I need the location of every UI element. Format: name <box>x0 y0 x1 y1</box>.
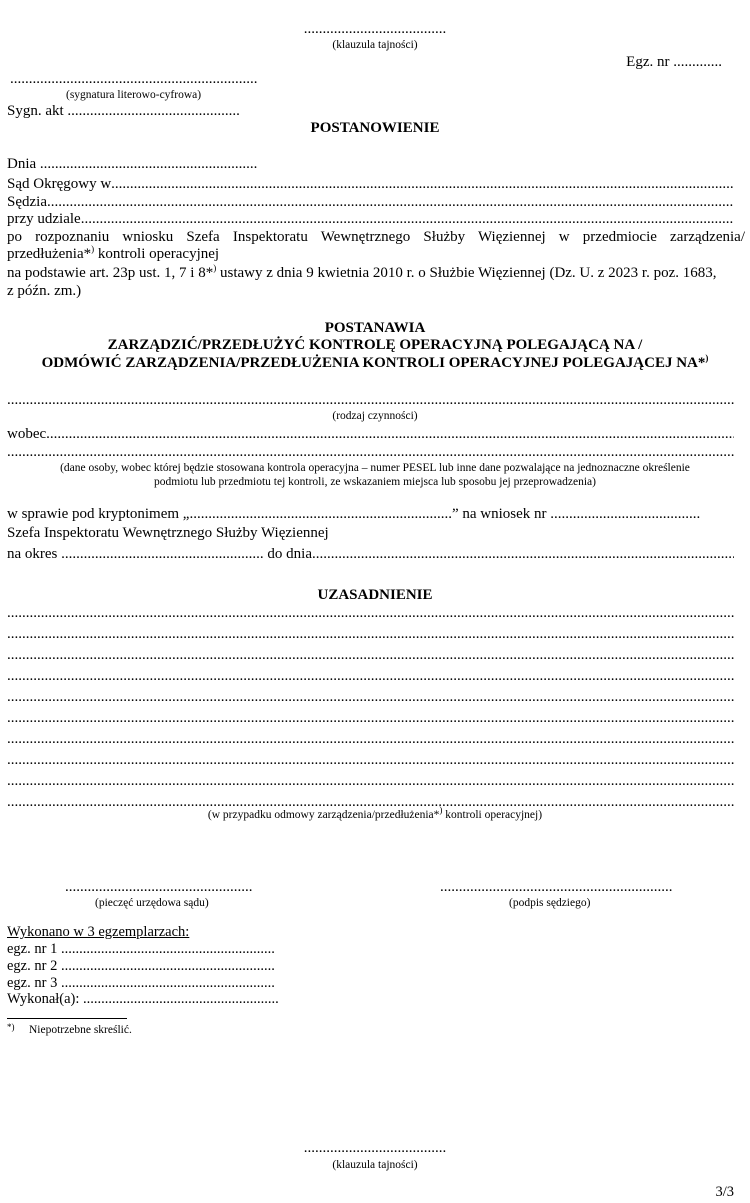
against-field <box>7 425 734 443</box>
court-label: Sąd Okręgowy w <box>7 176 112 192</box>
motion-line-2-b: kontroli operacyjnej <box>94 246 220 262</box>
decision-heading: POSTANAWIA <box>324 320 426 336</box>
requester-line: Szefa Inspektoratu Wewnętrznego Służby Więziennej <box>7 525 329 541</box>
judge-label: Sędzia <box>7 194 47 210</box>
footnote-marker: *) <box>7 1022 15 1032</box>
motion-line-1: po rozpoznaniu wniosku Szefa Inspektoratu Wewnętrznego Służby Więziennej w przedmiocie zarządzenia/ <box>7 229 745 245</box>
judge-signature-dots: .............................................................. <box>440 879 673 895</box>
codename-line: w sprawie pod kryptonimem „......................................................................” na wniosek nr ........................................ <box>7 506 701 522</box>
classification-dots-bottom: ...................................... <box>303 1140 447 1156</box>
justification-caption-b: kontroli operacyjnej) <box>442 809 543 821</box>
copy-item-2: egz. nr 2 ........................................................... <box>7 958 275 974</box>
person-caption-line-1: (dane osoby, wobec której będzie stosowana kontrola operacyjna – numer PESEL lub inne dane pozwalające na jednoznaczne określenie <box>60 462 690 474</box>
justification-line <box>7 751 734 769</box>
legal-basis-line-1 <box>7 264 717 282</box>
against-dots <box>46 425 734 443</box>
justification-line <box>7 646 734 664</box>
signature-dots: .................................................................. <box>10 71 258 87</box>
legal-basis-a: na podstawie art. 23p ust. 1, 7 i 8* <box>7 265 214 281</box>
participation-dots <box>81 210 734 228</box>
page-number: 3/3 <box>715 1184 734 1200</box>
period-field <box>7 545 734 563</box>
footnote-ref: ) <box>439 805 443 816</box>
footnote-ref: ) <box>705 353 709 363</box>
activity-dots-line <box>7 391 734 409</box>
footnote-text: Niepotrzebne skreślić. <box>29 1024 132 1036</box>
footnote-ref: ) <box>91 244 95 254</box>
justification-line <box>7 772 734 790</box>
seal-caption: (pieczęć urzędowa sądu) <box>95 897 209 909</box>
person-caption-line-2: podmiotu lub przedmiotu tej kontroli, ze wskazaniem miejsca lub sposobu jej przeprowadzenia) <box>154 476 596 488</box>
footnote-separator <box>7 1018 127 1019</box>
motion-line-2 <box>7 245 219 263</box>
case-number: Sygn. akt .............................................. <box>7 103 240 119</box>
court-dots <box>111 175 734 193</box>
justification-caption-a: (w przypadku odmowy zarządzenia/przedłużenia* <box>207 809 440 821</box>
justification-line <box>7 730 734 748</box>
copy-item-3: egz. nr 3 ........................................................... <box>7 975 275 991</box>
date-field: Dnia .......................................................... <box>7 156 258 172</box>
judge-field <box>7 193 734 211</box>
activity-caption: (rodzaj czynności) <box>332 410 418 422</box>
judge-dots <box>47 193 734 211</box>
legal-basis-b: ustawy z dnia 9 kwietnia 2010 r. o Służbie Więziennej (Dz. U. z 2023 r. poz. 1683, <box>216 265 717 281</box>
court-field <box>7 175 734 193</box>
decision-line-1: ZARZĄDZIĆ/PRZEDŁUŻYĆ KONTROLĘ OPERACYJNĄ POLEGAJĄCĄ NA / <box>107 337 643 353</box>
motion-line-2-a: przedłużenia* <box>7 246 92 262</box>
participation-field <box>7 210 734 228</box>
copy-item-1: egz. nr 1 ........................................................... <box>7 941 275 957</box>
decision-line-2-text: ODMÓWIĆ ZARZĄDZENIA/PRZEDŁUŻENIA KONTROLI OPERACYJNEJ POLEGAJĄCEJ NA* <box>41 355 706 371</box>
executed-by: Wykonał(a): ...................................................... <box>7 991 279 1007</box>
against-label: wobec <box>7 426 47 442</box>
justification-caption <box>0 805 750 822</box>
justification-line <box>7 604 734 622</box>
justification-line <box>7 709 734 727</box>
document-title: POSTANOWIENIE <box>310 120 440 136</box>
copy-number: Egz. nr ............. <box>626 54 722 70</box>
decision-line-2 <box>0 354 750 372</box>
classification-caption-bottom: (klauzula tajności) <box>332 1159 418 1171</box>
participation-label: przy udziale <box>7 211 81 227</box>
justification-heading: UZASADNIENIE <box>317 587 433 603</box>
footnote-ref: ) <box>213 263 217 273</box>
justification-line <box>7 667 734 685</box>
seal-dots: .................................................. <box>65 879 253 895</box>
person-dots-line <box>7 443 734 461</box>
classification-dots-top: ...................................... <box>303 21 447 37</box>
period-dots <box>312 545 734 563</box>
signature-caption: (sygnatura literowo-cyfrowa) <box>66 89 202 101</box>
classification-caption-top: (klauzula tajności) <box>332 39 418 51</box>
copies-heading: Wykonano w 3 egzemplarzach: <box>7 924 190 940</box>
justification-line <box>7 625 734 643</box>
legal-basis-line-2: z późn. zm.) <box>7 283 82 299</box>
judge-signature-caption: (podpis sędziego) <box>509 897 591 909</box>
period-label: na okres ...................................................... do dnia <box>7 546 312 562</box>
justification-line <box>7 688 734 706</box>
